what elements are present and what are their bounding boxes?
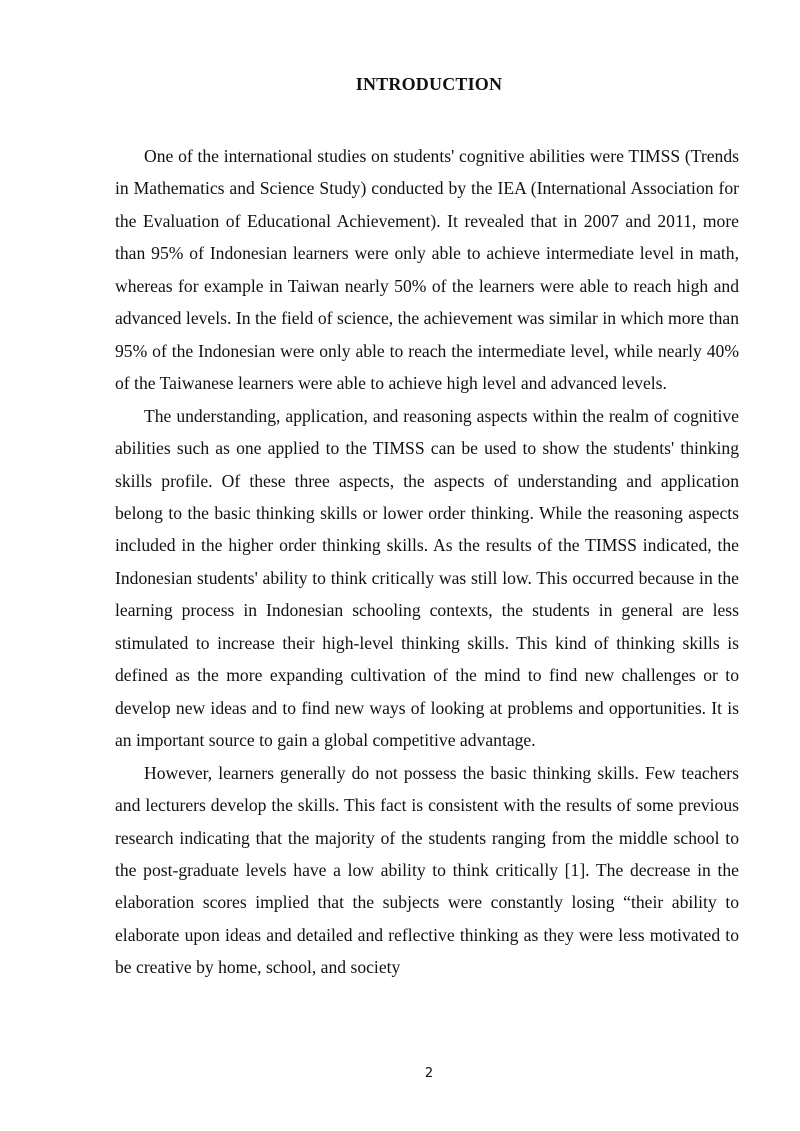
paragraph-1: One of the international studies on students' cognitive abilities were TIMSS (Trends in Mathematics and Science Study) conducted by the IEA (International Association for the Evaluation of Educational Achievement). It revealed that in 2007 and 2011, more than 95% of Indonesian learners were only able to achieve intermediate level in math, whereas for example in Taiwan nearly 50% of the learners were able to reach high and advanced levels. In the field of science, the achievement was similar in which more than 95% of the Indonesian were only able to reach the intermediate level, while nearly 40% of the Taiwanese learners were able to achieve high level and advanced levels. [115, 146, 739, 394]
section-heading: INTRODUCTION [355, 74, 503, 94]
paragraph-2: The understanding, application, and reasoning aspects within the realm of cognitive abilities such as one applied to the TIMSS can be used to show the students' thinking skills profile. Of these three aspects, the aspects of understanding and application belong to the basic thinking skills or lower order thinking. While the reasoning aspects included in the higher order thinking skills. As the results of the TIMSS indicated, the Indonesian students' ability to think critically was still low. This occurred because in the learning process in Indonesian schooling contexts, the students in general are less stimulated to increase their high-level thinking skills. This kind of thinking skills is defined as the more expanding cultivation of the mind to find new challenges or to develop new ideas and to find new ways of looking at problems and opportunities. It is an important source to gain a global competitive advantage. [115, 405, 739, 751]
page-number: 2 [424, 1066, 434, 1081]
paragraph-3: However, learners generally do not possess the basic thinking skills. Few teachers and lecturers develop the skills. This fact is consistent with the results of some previous research indicating that the majority of the students ranging from the middle school to the post-graduate levels have a low ability to think critically [1]. The decrease in the elaboration scores implied that the subjects were constantly losing “their ability to elaborate upon ideas and detailed and reflective thinking as they were less motivated to be creative by home, school, and society [115, 762, 739, 978]
body-text [115, 140, 739, 984]
